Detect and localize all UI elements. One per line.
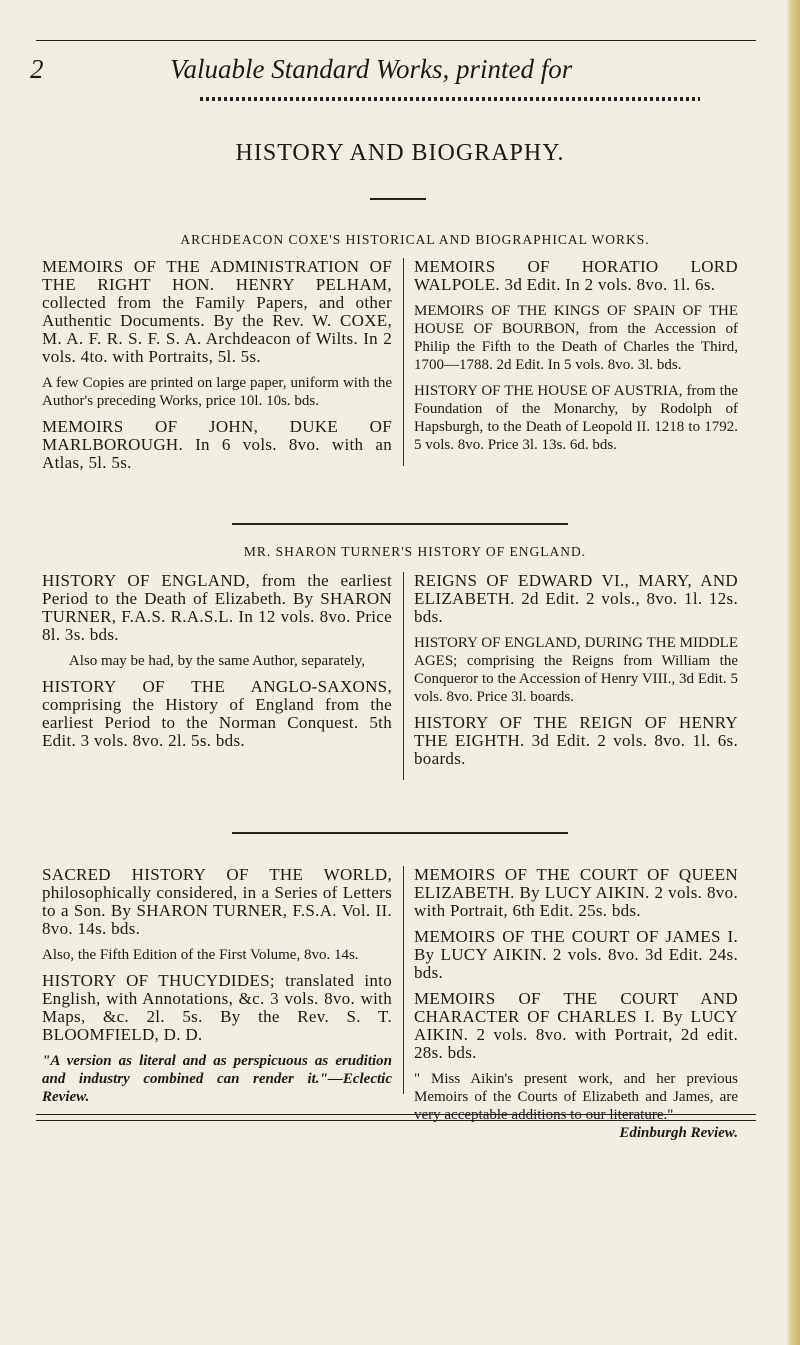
listing-walpole: MEMOIRS OF HORATIO LORD WALPOLE. 3d Edit. In 2 vols. 8vo. 1l. 6s. [414,257,738,294]
coxe-right-column [414,258,738,462]
listing-middle-ages: HISTORY OF ENGLAND, DURING THE MIDDLE AGES; comprising the Reigns from William the Conqueror to the Accession of Henry VIII., 3d Edit. 5 vols. 8vo. Price 3l. boards. [414,635,738,705]
listing-charles-i: MEMOIRS OF THE COURT AND CHARACTER OF CHARLES I. By LUCY AIKIN. 2 vols. 8vo. with Portrait, 2d edit. 28s. bds. [414,989,738,1062]
turner-left-column [42,572,392,758]
column-divider [403,572,404,780]
turner-heading: MR. SHARON TURNER'S HISTORY OF ENGLAND. [243,544,587,559]
listing-history-of-england: HISTORY OF ENGLAND, from the earliest Period to the Death of Elizabeth. By SHARON TURNER, F.A.S. R.A.S.L. In 12 vols. 8vo. Price 8l. 3s. bds. [42,571,392,644]
column-divider [403,258,404,466]
listing-kings-of-spain: MEMOIRS OF THE KINGS OF SPAIN OF THE HOUSE OF BOURBON, from the Accession of Philip the Fifth to the Death of Charles the Third, 1700—1788. 2d Edit. In 5 vols. 8vo. 3l. bds. [414,303,738,373]
title-rule [370,198,426,200]
divider-rule [232,523,568,525]
column-divider [403,866,404,1094]
edinburgh-review-source: Edinburgh Review. [619,1125,738,1141]
running-title: Valuable Standard Works, printed for [170,54,573,84]
divider-rule [232,832,568,834]
edinburgh-review-quote: " Miss Aikin's present work, and her previous Memoirs of the Courts of Elizabeth and James, are very acceptable additions to our literature." [414,1071,738,1123]
eclectic-review-quote: "A version as literal and as perspicuous as erudition and industry combined can render it."—Eclectic Review. [42,1053,392,1105]
listing-thucydides: HISTORY OF THUCYDIDES; translated into English, with Annotations, &c. 3 vols. 8vo. with Maps, &c. 2l. 5s. By the Rev. S. T. BLOOMFIELD, D. D. [42,971,392,1044]
coxe-heading: ARCHDEACON COXE'S HISTORICAL AND BIOGRAPHICAL WORKS. [180,232,650,247]
coxe-left-column [42,258,392,480]
listing-fifth-edition: Also, the Fifth Edition of the First Volume, 8vo. 14s. [42,947,359,963]
listing-anglo-saxons: HISTORY OF THE ANGLO-SAXONS, comprising the History of England from the earliest Period to the Norman Conquest. 5th Edit. 3 vols. 8vo. 2l. 5s. bds. [42,677,392,750]
listing-james-i: MEMOIRS OF THE COURT OF JAMES I. By LUCY AIKIN. 2 vols. 8vo. 3d Edit. 24s. bds. [414,927,738,982]
sacred-left-column [42,866,392,1114]
listing-queen-elizabeth: MEMOIRS OF THE COURT OF QUEEN ELIZABETH. By LUCY AIKIN. 2 vols. 8vo. with Portrait, 6th Edit. 25s. bds. [414,865,738,920]
also-may-be-had: Also may be had, by the same Author, separately, [68,653,366,669]
running-header [30,36,750,86]
aikin-right-column [414,866,738,1150]
listing-reigns: REIGNS OF EDWARD VI., MARY, AND ELIZABETH. 2d Edit. 2 vols., 8vo. 1l. 12s. bds. [414,571,738,626]
bottom-rule [36,1114,756,1115]
listing-henry-eighth: HISTORY OF THE REIGN OF HENRY THE EIGHTH. 3d Edit. 2 vols. 8vo. 1l. 6s. boards. [414,713,738,768]
wavy-ornament [200,97,700,101]
listing-large-paper: A few Copies are printed on large paper, uniform with the Author's preceding Works, price 10l. 10s. bds. [42,375,392,409]
page-edge [786,0,800,1345]
bottom-rule [36,1120,756,1121]
listing-sacred-history: SACRED HISTORY OF THE WORLD, philosophically considered, in a Series of Letters to a Son. By SHARON TURNER, F.S.A. Vol. II. 8vo. 14s. bds. [42,865,392,938]
turner-right-column [414,572,738,776]
page-number: 2 [30,54,44,84]
listing-house-of-austria: HISTORY OF THE HOUSE OF AUSTRIA, from the Foundation of the Monarchy, by Rodolph of Hapsburgh, to the Death of Leopold II. 1218 to 1792. 5 vols. 8vo. Price 3l. 13s. 6d. bds. [414,383,738,453]
listing-marlborough: MEMOIRS OF JOHN, DUKE OF MARLBOROUGH. In 6 vols. 8vo. with an Atlas, 5l. 5s. [42,417,392,472]
section-title: HISTORY AND BIOGRAPHY. [235,140,565,166]
listing-pelham: MEMOIRS OF THE ADMINISTRATION OF THE RIGHT HON. HENRY PELHAM, collected from the Family Papers, and other Authentic Documents. By the Rev. W. COXE, M. A. F. R. S. F. S. A. Archdeacon of Wilts. In 2 vols. 4to. with Portraits, 5l. 5s. [42,257,392,366]
